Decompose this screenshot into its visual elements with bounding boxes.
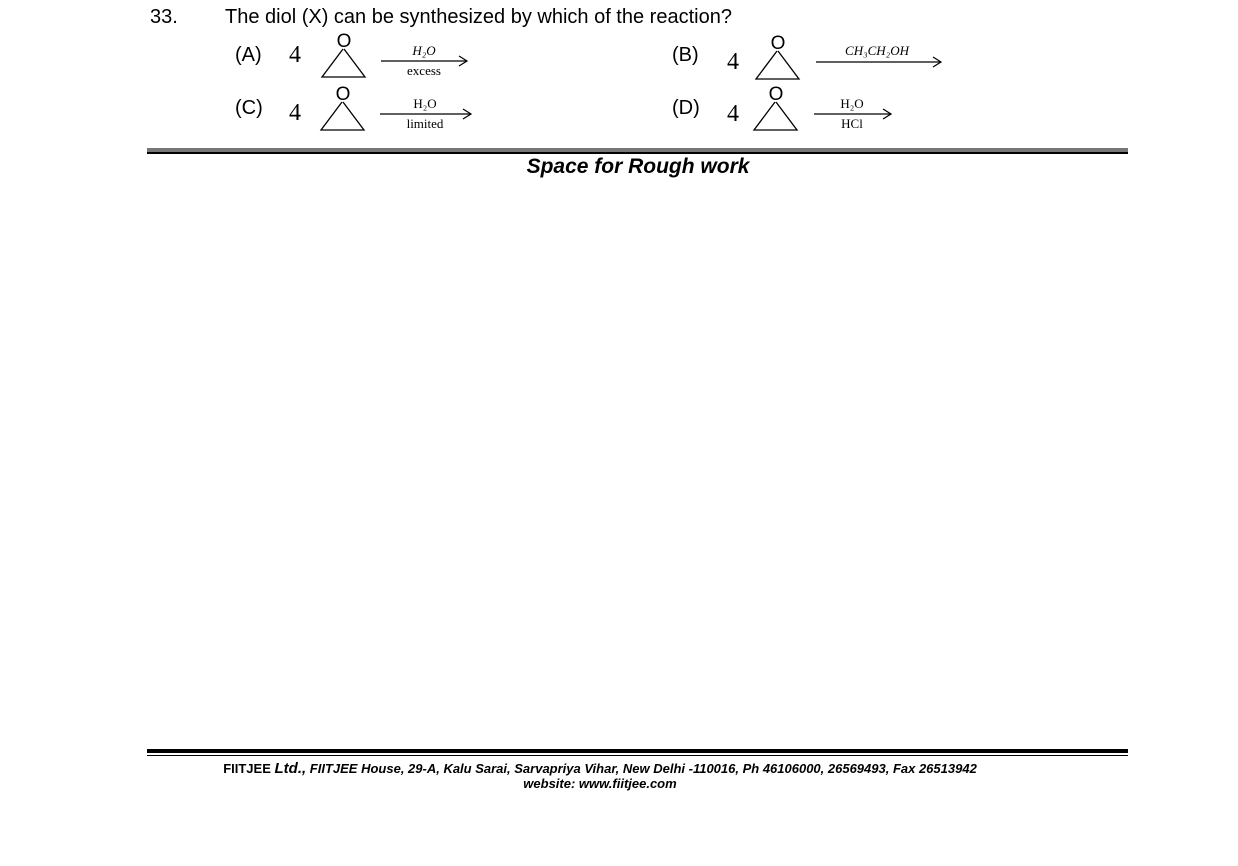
footer-divider bbox=[147, 755, 1128, 756]
epoxide-oxygen-atom: O bbox=[768, 84, 784, 105]
epoxide-oxygen-atom: O bbox=[336, 31, 352, 52]
option-d-epoxide-structure bbox=[750, 83, 802, 133]
footer-address-line bbox=[147, 760, 1053, 777]
footer-ltd: Ltd., bbox=[274, 760, 307, 777]
arrow-icon bbox=[815, 54, 943, 70]
option-b-epoxide-structure bbox=[752, 32, 804, 82]
option-a-reagent-bottom: excess bbox=[407, 63, 441, 78]
question-text: The diol (X) can be synthesized by which of the reaction? bbox=[225, 6, 732, 28]
divider bbox=[147, 152, 1128, 154]
option-a-reagent-top: H₂O bbox=[412, 43, 436, 58]
footer-brand: FIITJEE bbox=[223, 761, 271, 776]
option-b-label: (B) bbox=[672, 44, 699, 66]
epoxide-oxygen-atom: O bbox=[770, 33, 786, 54]
option-c-coefficient: 4 bbox=[289, 100, 301, 126]
option-a-coefficient: 4 bbox=[289, 42, 301, 68]
option-c-epoxide-structure bbox=[317, 83, 369, 133]
footer-website: website: www.fiitjee.com bbox=[523, 776, 677, 791]
option-d-reaction-arrow bbox=[813, 86, 893, 136]
option-a-label: (A) bbox=[235, 44, 262, 66]
option-c-reaction-arrow bbox=[379, 86, 474, 136]
epoxide-oxygen-atom: O bbox=[335, 84, 351, 105]
option-d-reagent-bottom: HCl bbox=[841, 116, 863, 131]
option-b-coefficient: 4 bbox=[727, 49, 739, 75]
option-c-reagent-bottom: limited bbox=[406, 116, 444, 131]
option-d-reagent-top: H₂O bbox=[840, 96, 864, 111]
question-number: 33. bbox=[150, 6, 178, 28]
option-b-reaction-arrow bbox=[815, 33, 943, 83]
option-a-epoxide-structure bbox=[318, 30, 370, 80]
footer-divider bbox=[147, 749, 1128, 753]
option-b-reagent-top: CH₃CH₂OH bbox=[845, 43, 909, 58]
rough-work-heading: Space for Rough work bbox=[526, 155, 750, 178]
option-d-label: (D) bbox=[672, 97, 700, 119]
option-d-coefficient: 4 bbox=[727, 101, 739, 127]
option-c-reagent-top: H₂O bbox=[413, 96, 437, 111]
footer-address: FIITJEE House, 29-A, Kalu Sarai, Sarvapriya Vihar, New Delhi -110016, Ph 46106000, 26569493, Fax 26513942 bbox=[309, 761, 977, 776]
option-a-reaction-arrow bbox=[380, 33, 470, 83]
option-c-label: (C) bbox=[235, 97, 263, 119]
